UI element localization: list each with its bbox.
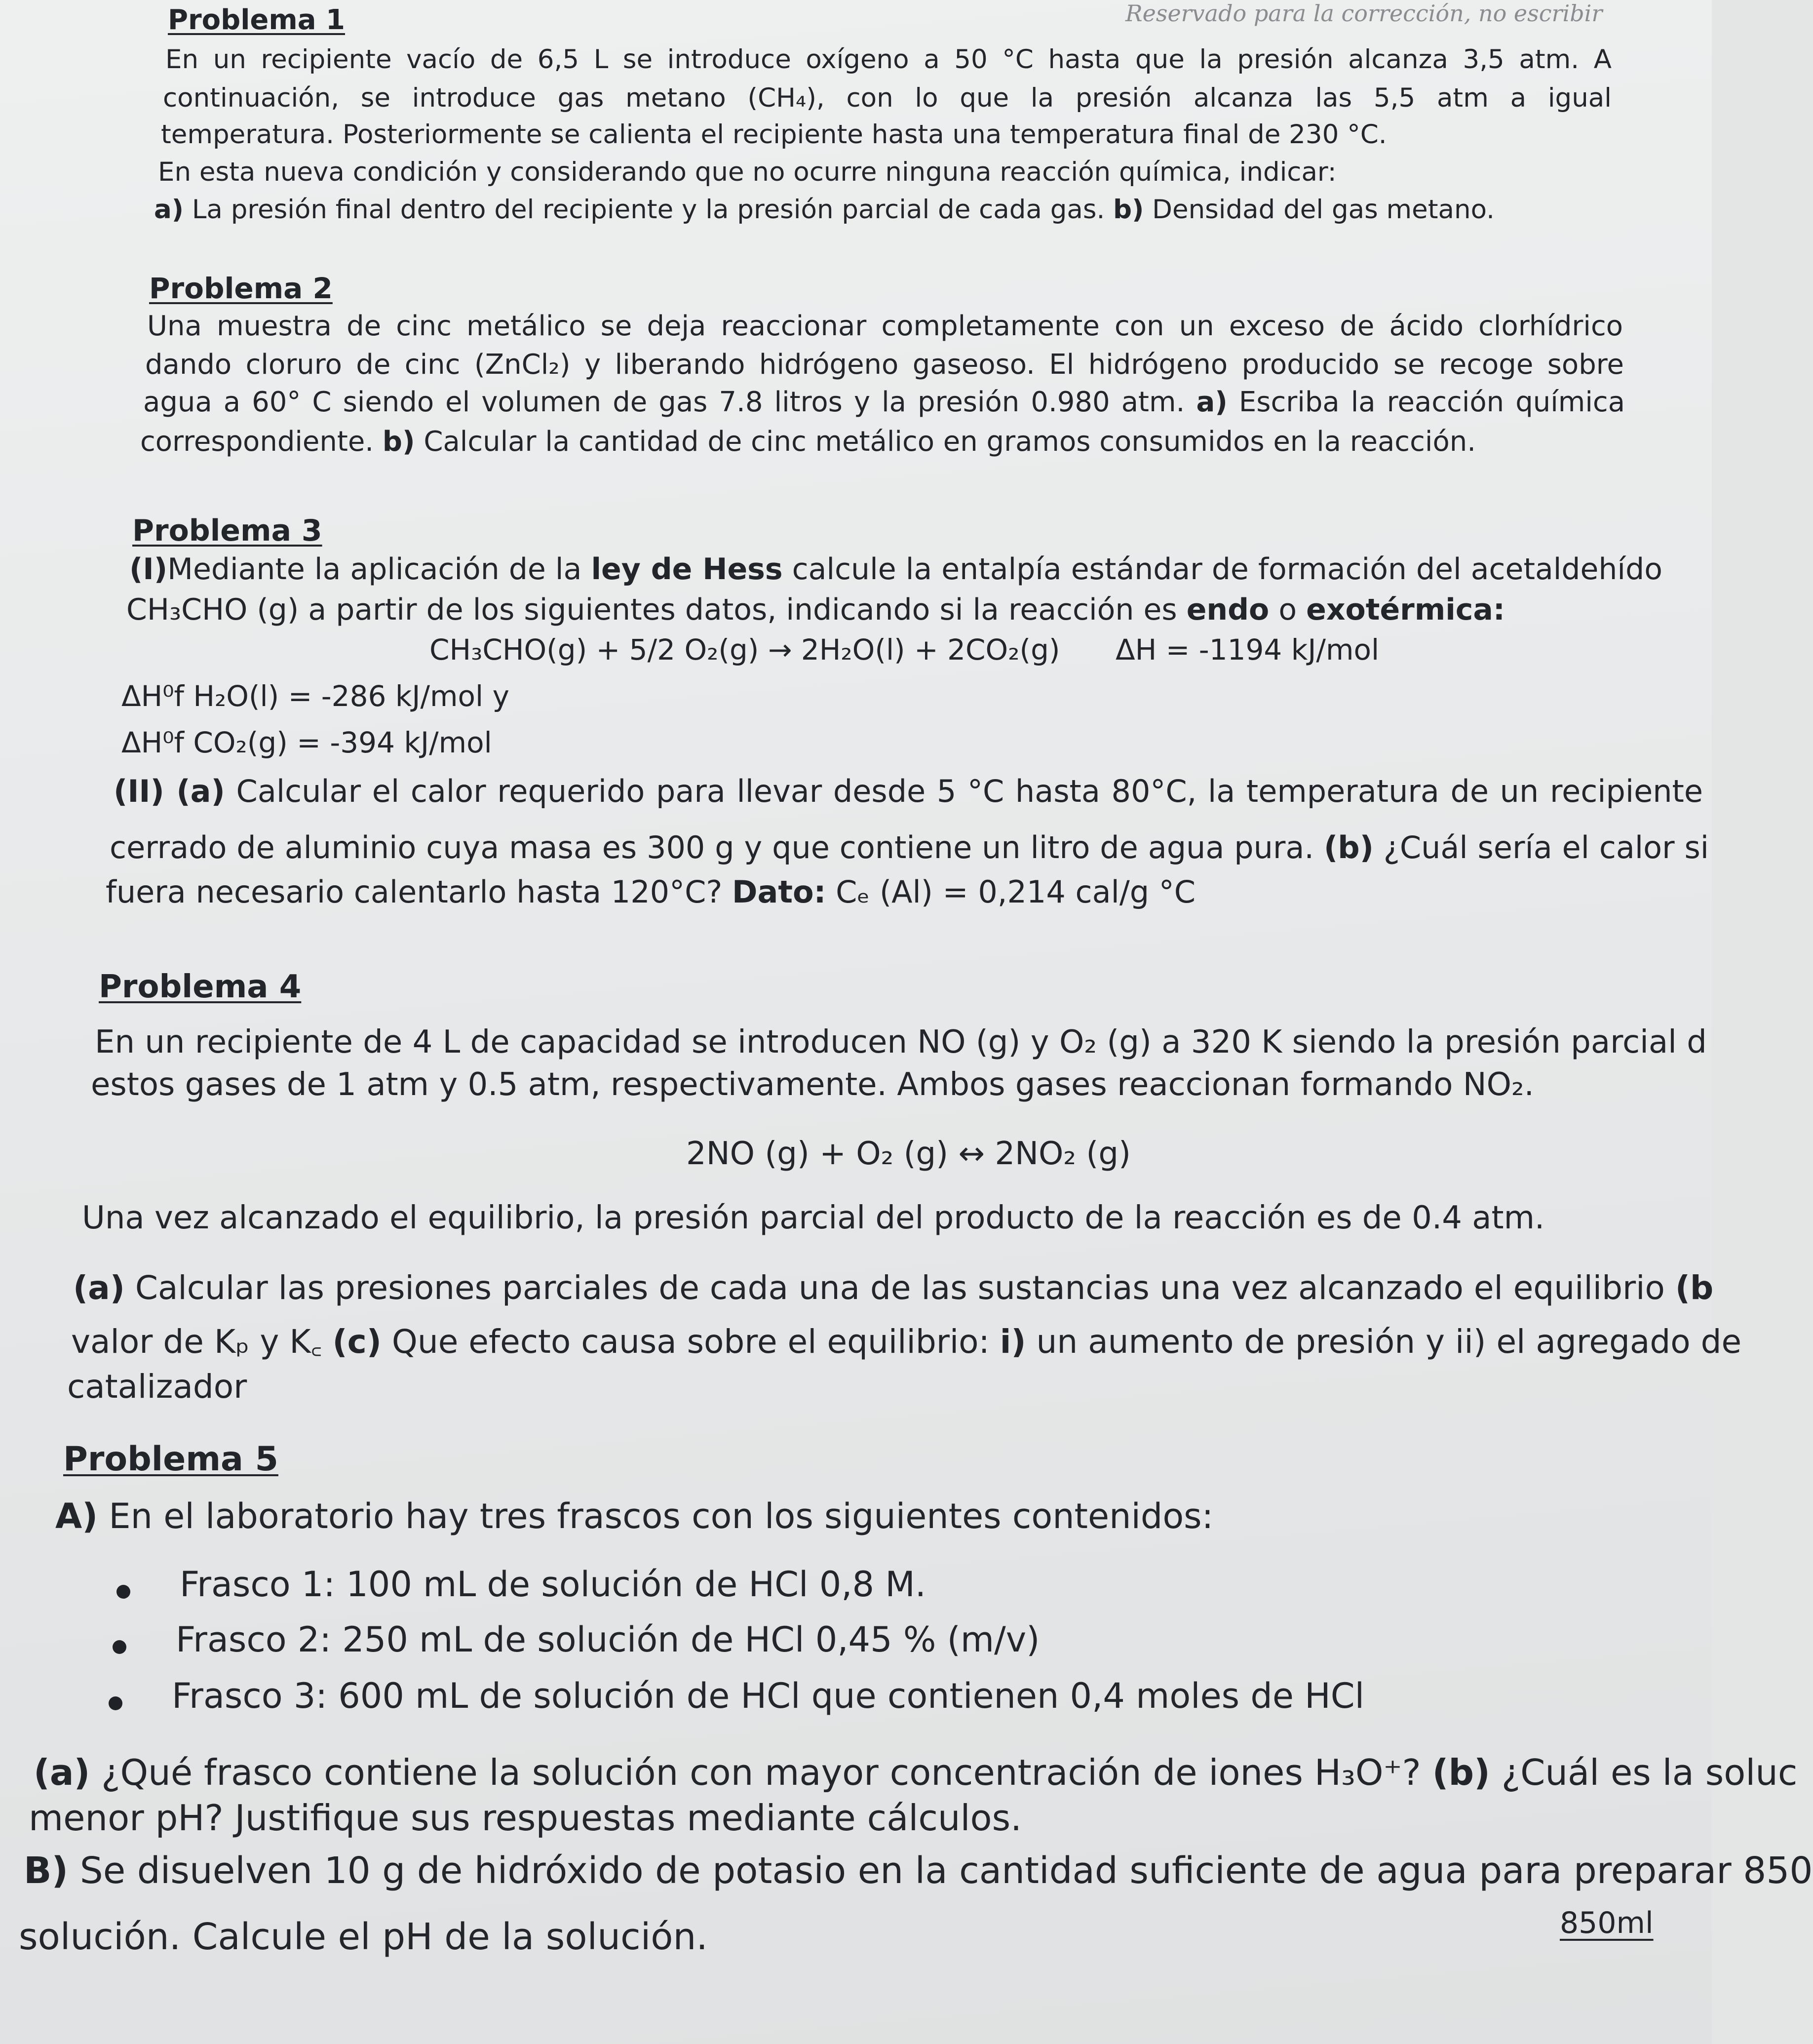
- problem-2-title: Problema 2: [149, 272, 333, 305]
- problem-4-line-4: (a) Calcular las presiones parciales de cada una de las sustancias una vez alcanzado el equilibrio (b: [73, 1269, 1714, 1307]
- problem-3-reaction-enthalpy: ΔH = -1194 kJ/mol: [1116, 633, 1380, 667]
- problem-4-line-1: En un recipiente de 4 L de capacidad se introducen NO (g) y O₂ (g) a 320 K siendo la presión parcial d: [95, 1024, 1707, 1061]
- part-a-label: (a): [34, 1752, 90, 1793]
- problem-5-title: Problema 5: [63, 1440, 278, 1479]
- problem-2-line-2: dando cloruro de cinc (ZnCl₂) y liberando hidrógeno gaseoso. El hidrógeno producido se recoge sobre: [145, 349, 1624, 381]
- bullet-icon: [109, 1696, 122, 1710]
- problem-3-part-ii-line-2: cerrado de aluminio cuya masa es 300 g y que contiene un litro de agua pura. (b) ¿Cuál sería el calor si: [110, 829, 1709, 865]
- part-b-label: b): [382, 426, 415, 458]
- problem-4-line-6: catalizador: [67, 1368, 247, 1406]
- frasco-3-item: Frasco 3: 600 mL de solución de HCl que contienen 0,4 moles de HCl: [172, 1676, 1365, 1716]
- problem-5-part-a-intro: A) En el laboratorio hay tres frascos con los siguientes contenidos:: [55, 1496, 1214, 1536]
- part-b-label: b): [1113, 195, 1144, 225]
- hess-law-term: ley de Hess: [591, 552, 783, 587]
- problem-3-line-1: (I)Mediante la aplicación de la ley de Hess calcule la entalpía estándar de formación del acetaldehído: [129, 552, 1662, 587]
- part-A-label: A): [55, 1496, 98, 1536]
- correction-header-note: Reservado para la corrección, no escribir: [1125, 0, 1603, 27]
- part-a-label: (a): [73, 1269, 125, 1307]
- problem-5-part-b: B) Se disuelven 10 g de hidróxido de potasio en la cantidad suficiente de agua para preparar 850: [24, 1849, 1813, 1892]
- part-c-label: (c): [332, 1323, 382, 1361]
- bullet-icon: [116, 1585, 130, 1599]
- part-a-label: a): [1196, 386, 1228, 418]
- part-b-label: (b): [1432, 1752, 1490, 1793]
- frasco-2-item: Frasco 2: 250 mL de solución de HCl 0,45 % (m/v): [176, 1619, 1040, 1660]
- part-B-label: B): [24, 1849, 69, 1892]
- problem-4-equilibrium-reaction: 2NO (g) + O₂ (g) ↔ 2NO₂ (g): [686, 1136, 1131, 1172]
- problem-1-line-3: temperatura. Posteriormente se calienta el recipiente hasta una temperatura final de 230 °C.: [161, 119, 1387, 150]
- problem-3-data-co2: ΔH⁰f CO₂(g) = -394 kJ/mol: [121, 726, 492, 759]
- problem-4-line-2: estos gases de 1 atm y 0.5 atm, respectivamente. Ambos gases reaccionan formando NO₂.: [91, 1066, 1534, 1103]
- problem-3-part-ii-line-3: fuera necesario calentarlo hasta 120°C? Dato: Cₑ (Al) = 0,214 cal/g °C: [106, 874, 1196, 910]
- problem-3-data-h2o: ΔH⁰f H₂O(l) = -286 kJ/mol y: [121, 679, 509, 713]
- problem-3-title: Problema 3: [132, 513, 322, 548]
- problem-4-line-5: valor de Kₚ y K꜀ (c) Que efecto causa sobre el equilibrio: i) un aumento de presión y ii) el agregado de: [71, 1323, 1742, 1361]
- part-ii-a-label: (II) (a): [114, 773, 225, 809]
- problem-1-line-2: continuación, se introduce gas metano (CH₄), con lo que la presión alcanza las 5,5 atm a igual: [163, 83, 1612, 113]
- problem-5-question-a: (a) ¿Qué frasco contiene la solución con mayor concentración de iones H₃O⁺? (b) ¿Cuál es la soluc: [34, 1752, 1798, 1793]
- problem-1-title: Problema 1: [168, 4, 345, 36]
- problem-3-part-ii-line-1: (II) (a) Calcular el calor requerido para llevar desde 5 °C hasta 80°C, la temperatura de un recipiente: [114, 773, 1703, 809]
- handwritten-note: 850ml: [1560, 1906, 1654, 1940]
- problem-2-line-3: agua a 60° C siendo el volumen de gas 7.8 litros y la presión 0.980 atm. a) Escriba la reacción química: [143, 386, 1625, 418]
- problem-4-line-3: Una vez alcanzado el equilibrio, la presión parcial del producto de la reacción es de 0.4 atm.: [82, 1200, 1545, 1236]
- part-b-label: (b: [1675, 1269, 1714, 1307]
- problem-3-line-2: CH₃CHO (g) a partir de los siguientes datos, indicando si la reacción es endo o exotérmica:: [126, 592, 1505, 627]
- problem-2-line-1: Una muestra de cinc metálico se deja reaccionar completamente con un exceso de ácido clorhídrico: [147, 310, 1623, 342]
- problem-5-part-b-cont: solución. Calcule el pH de la solución.: [19, 1916, 708, 1958]
- problem-2-line-4: correspondiente. b) Calcular la cantidad de cinc metálico en gramos consumidos en la reacción.: [140, 426, 1476, 458]
- part-b-label: (b): [1323, 829, 1374, 865]
- problem-4-title: Problema 4: [99, 969, 302, 1005]
- bullet-icon: [113, 1640, 126, 1654]
- part-i-label: (I): [129, 552, 168, 587]
- problem-1-line-4: En esta nueva condición y considerando que no ocurre ninguna reacción química, indicar:: [158, 157, 1337, 187]
- problem-1-line-5: a) La presión final dentro del recipiente y la presión parcial de cada gas. b) Densidad del gas metano.: [154, 195, 1495, 225]
- problem-1-line-1: En un recipiente vacío de 6,5 L se introduce oxígeno a 50 °C hasta que la presión alcanza 3,5 atm. A: [165, 44, 1612, 75]
- part-a-label: a): [154, 195, 184, 225]
- problem-5-question-a-cont: menor pH? Justifique sus respuestas mediante cálculos.: [29, 1797, 1022, 1839]
- problem-3-reaction: CH₃CHO(g) + 5/2 O₂(g) → 2H₂O(l) + 2CO₂(g): [429, 633, 1060, 667]
- frasco-1-item: Frasco 1: 100 mL de solución de HCl 0,8 M.: [180, 1564, 926, 1605]
